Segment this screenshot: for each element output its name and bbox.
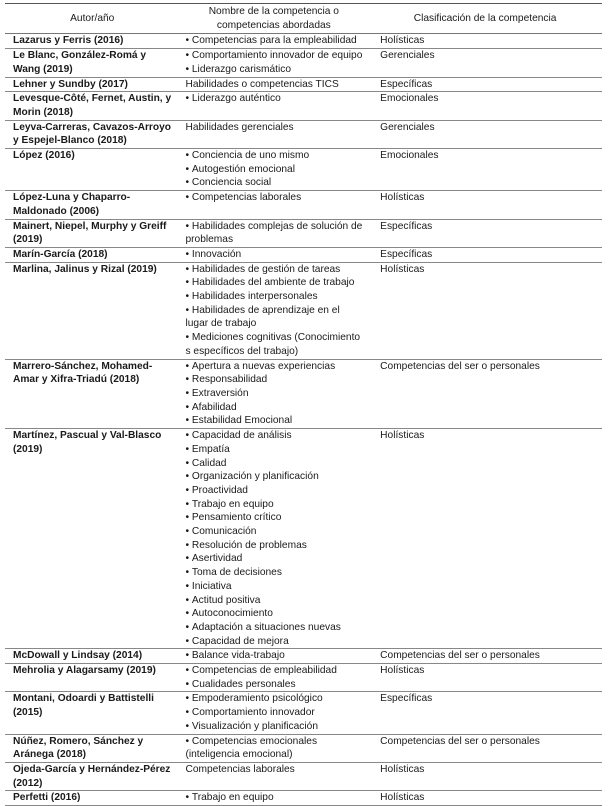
table-row: [5, 791, 602, 806]
classification-cell: Holísticas: [380, 763, 425, 775]
competency-list: [185, 49, 364, 76]
competency-item: • Balance vida-trabajo: [185, 649, 364, 663]
classification-cell: Holísticas: [380, 792, 425, 804]
header-classification: Clasificación de la competencia: [413, 12, 557, 24]
competency-cell: [179, 262, 368, 359]
competency-item: Competencias laborales: [185, 763, 295, 775]
classification-cell: Específicas: [380, 220, 433, 232]
table-row: [5, 762, 602, 790]
table-row: [5, 664, 602, 692]
table-row: [5, 149, 602, 191]
competency-item: • Estabilidad Emocional: [185, 414, 364, 428]
competency-item: • Comunicación: [185, 525, 364, 539]
table-row: [5, 92, 602, 120]
author-cell: Mainert, Niepel, Murphy y Greiff (2019): [13, 220, 167, 246]
competency-list: [185, 664, 364, 691]
competency-item: • Conciencia de uno mismo: [185, 149, 364, 163]
competency-cell: [179, 429, 368, 649]
author-cell: López-Luna y Chaparro-Maldonado (2006): [13, 192, 131, 217]
competency-item: • Trabajo en equipo: [185, 791, 364, 805]
competency-cell: [179, 359, 368, 429]
author-cell: Núñez, Romero, Sánchez y Aránega (2018): [13, 735, 144, 761]
author-cell: Lazarus y Ferris (2016): [13, 35, 124, 47]
competency-item: • Liderazgo carismático: [185, 63, 364, 77]
classification-cell: Específicas: [380, 693, 433, 705]
author-cell: Levesque-Côté, Fernet, Austin, y Morin (2018): [13, 93, 172, 118]
competency-item: • Calidad: [185, 457, 364, 471]
competency-list: [185, 360, 364, 429]
competency-item: Habilidades o competencias TICS: [185, 78, 339, 90]
author-cell: Marlina, Jalinus y Rizal (2019): [13, 263, 157, 275]
competencies-table: [5, 3, 602, 806]
author-cell: Lehner y Sundby (2017): [13, 78, 128, 90]
author-cell: McDowall y Lindsay (2014): [13, 650, 143, 662]
competency-item: • Habilidades complejas de solución de problemas: [185, 220, 364, 247]
competency-item: • Capacidad de análisis: [185, 429, 364, 443]
competency-list: [185, 649, 364, 663]
competency-item: • Organización y planificación: [185, 470, 364, 484]
classification-cell: Holísticas: [380, 35, 425, 47]
classification-cell: Emocionales: [380, 150, 439, 162]
competency-cell: [179, 219, 368, 247]
competency-item: • Proactividad: [185, 484, 364, 498]
classification-cell: Holísticas: [380, 430, 425, 442]
competency-cell: [179, 791, 368, 806]
classification-cell: Holísticas: [380, 665, 425, 677]
competency-item: • Capacidad de mejora: [185, 635, 364, 649]
competency-list: [185, 248, 364, 262]
table-row: [5, 120, 602, 148]
classification-cell: Competencias del ser o personales: [380, 360, 540, 372]
classification-cell: Específicas: [380, 78, 433, 90]
competency-item: • Apertura a nuevas experiencias: [185, 360, 364, 374]
competency-item: • Autogestión emocional: [185, 163, 364, 177]
competency-cell: [179, 120, 368, 148]
competency-list: [185, 735, 364, 762]
classification-cell: Específicas: [380, 248, 433, 260]
competency-cell: [179, 92, 368, 120]
table-row: [5, 219, 602, 247]
competency-item: • Mediciones cognitivas (Conocimiento s específicos del trabajo): [185, 331, 364, 358]
competency-list: [185, 78, 364, 92]
classification-cell: Holísticas: [380, 263, 425, 275]
author-cell: Perfetti (2016): [13, 792, 81, 804]
competency-item: • Competencias emocionales (inteligencia emocional): [185, 735, 364, 762]
competency-item: • Iniciativa: [185, 580, 364, 594]
competency-cell: [179, 34, 368, 49]
competency-cell: [179, 49, 368, 77]
table-row: [5, 429, 602, 649]
competency-item: • Resolución de problemas: [185, 539, 364, 553]
competency-list: [185, 121, 364, 135]
competency-list: [185, 34, 364, 48]
classification-cell: Competencias del ser o personales: [380, 735, 540, 747]
competency-cell: [179, 191, 368, 219]
classification-cell: Gerenciales: [380, 121, 435, 133]
table-row: [5, 359, 602, 429]
author-cell: Le Blanc, González-Romá y Wang (2019): [13, 50, 147, 75]
table-row: [5, 262, 602, 359]
competency-item: • Habilidades de gestión de tareas: [185, 263, 364, 277]
competency-list: [185, 92, 364, 106]
competency-item: • Autoconocimiento: [185, 607, 364, 621]
table-row: [5, 649, 602, 664]
author-cell: Mehrolia y Alagarsamy (2019): [13, 665, 156, 677]
competency-item: • Toma de decisiones: [185, 566, 364, 580]
competency-item: • Asertividad: [185, 552, 364, 566]
table-row: [5, 77, 602, 92]
competency-item: • Competencias para la empleabilidad: [185, 34, 364, 48]
classification-cell: Gerenciales: [380, 50, 435, 62]
competency-cell: [179, 762, 368, 790]
competency-item: • Competencias laborales: [185, 191, 364, 205]
competency-cell: [179, 692, 368, 734]
competency-item: • Empoderamiento psicológico: [185, 692, 364, 706]
competency-item: • Trabajo en equipo: [185, 498, 364, 512]
competency-item: • Habilidades interpersonales: [185, 290, 364, 304]
competency-list: [185, 429, 364, 648]
author-cell: Leyva-Carreras, Cavazos-Arroyo y Espejel-Blanco (2018): [13, 121, 171, 147]
competency-list: [185, 220, 364, 247]
table-row: [5, 734, 602, 762]
competency-item: • Responsabilidad: [185, 373, 364, 387]
competency-list: [185, 263, 364, 359]
author-cell: Montani, Odoardi y Battistelli (2015): [13, 693, 154, 719]
competency-cell: [179, 664, 368, 692]
header-competency-name: Nombre de la competencia o competencias abordadas: [208, 6, 339, 31]
classification-cell: Competencias del ser o personales: [380, 650, 540, 662]
table-row: [5, 247, 602, 262]
competency-item: • Liderazgo auténtico: [185, 92, 364, 106]
table-row: [5, 692, 602, 734]
competency-list: [185, 149, 364, 190]
competency-item: • Visualización y planificación: [185, 720, 364, 734]
classification-cell: Holísticas: [380, 192, 425, 204]
competency-item: • Pensamiento crítico: [185, 511, 364, 525]
competency-item: • Comportamiento innovador de equipo: [185, 49, 364, 63]
author-cell: López (2016): [13, 150, 75, 162]
competency-item: • Habilidades del ambiente de trabajo: [185, 276, 364, 290]
competency-item: • Actitud positiva: [185, 594, 364, 608]
competency-list: [185, 763, 364, 777]
author-cell: Martínez, Pascual y Val-Blasco (2019): [13, 430, 162, 455]
author-cell: Ojeda-García y Hernández-Pérez (2012): [13, 763, 171, 789]
competency-cell: [179, 149, 368, 191]
table-body: [5, 34, 602, 806]
competency-item: • Competencias de empleabilidad: [185, 664, 364, 678]
author-cell: Marrero-Sánchez, Mohamed-Amar y Xifra-Triadú (2018): [13, 360, 153, 386]
competency-item: • Adaptación a situaciones nuevas: [185, 621, 364, 635]
classification-cell: Emocionales: [380, 93, 439, 105]
competency-item: • Afabilidad: [185, 401, 364, 415]
competency-list: [185, 791, 364, 805]
table-row: [5, 34, 602, 49]
competency-item: • Conciencia social: [185, 176, 364, 190]
competency-item: Habilidades gerenciales: [185, 121, 294, 133]
header-author-year: Autor/año: [70, 12, 115, 24]
competency-item: • Empatía: [185, 443, 364, 457]
competency-item: • Comportamiento innovador: [185, 706, 364, 720]
competency-cell: [179, 734, 368, 762]
competency-list: [185, 191, 364, 205]
competency-item: • Innovación: [185, 248, 364, 262]
table-row: [5, 191, 602, 219]
author-cell: Marín-García (2018): [13, 248, 108, 260]
competency-item: • Cualidades personales: [185, 678, 364, 692]
table-header-row: [5, 4, 602, 34]
competency-cell: [179, 247, 368, 262]
table-row: [5, 49, 602, 77]
competency-cell: [179, 77, 368, 92]
competency-cell: [179, 649, 368, 664]
competency-list: [185, 692, 364, 733]
competency-item: • Habilidades de aprendizaje en el lugar de trabajo: [185, 304, 364, 331]
competency-item: • Extraversión: [185, 387, 364, 401]
